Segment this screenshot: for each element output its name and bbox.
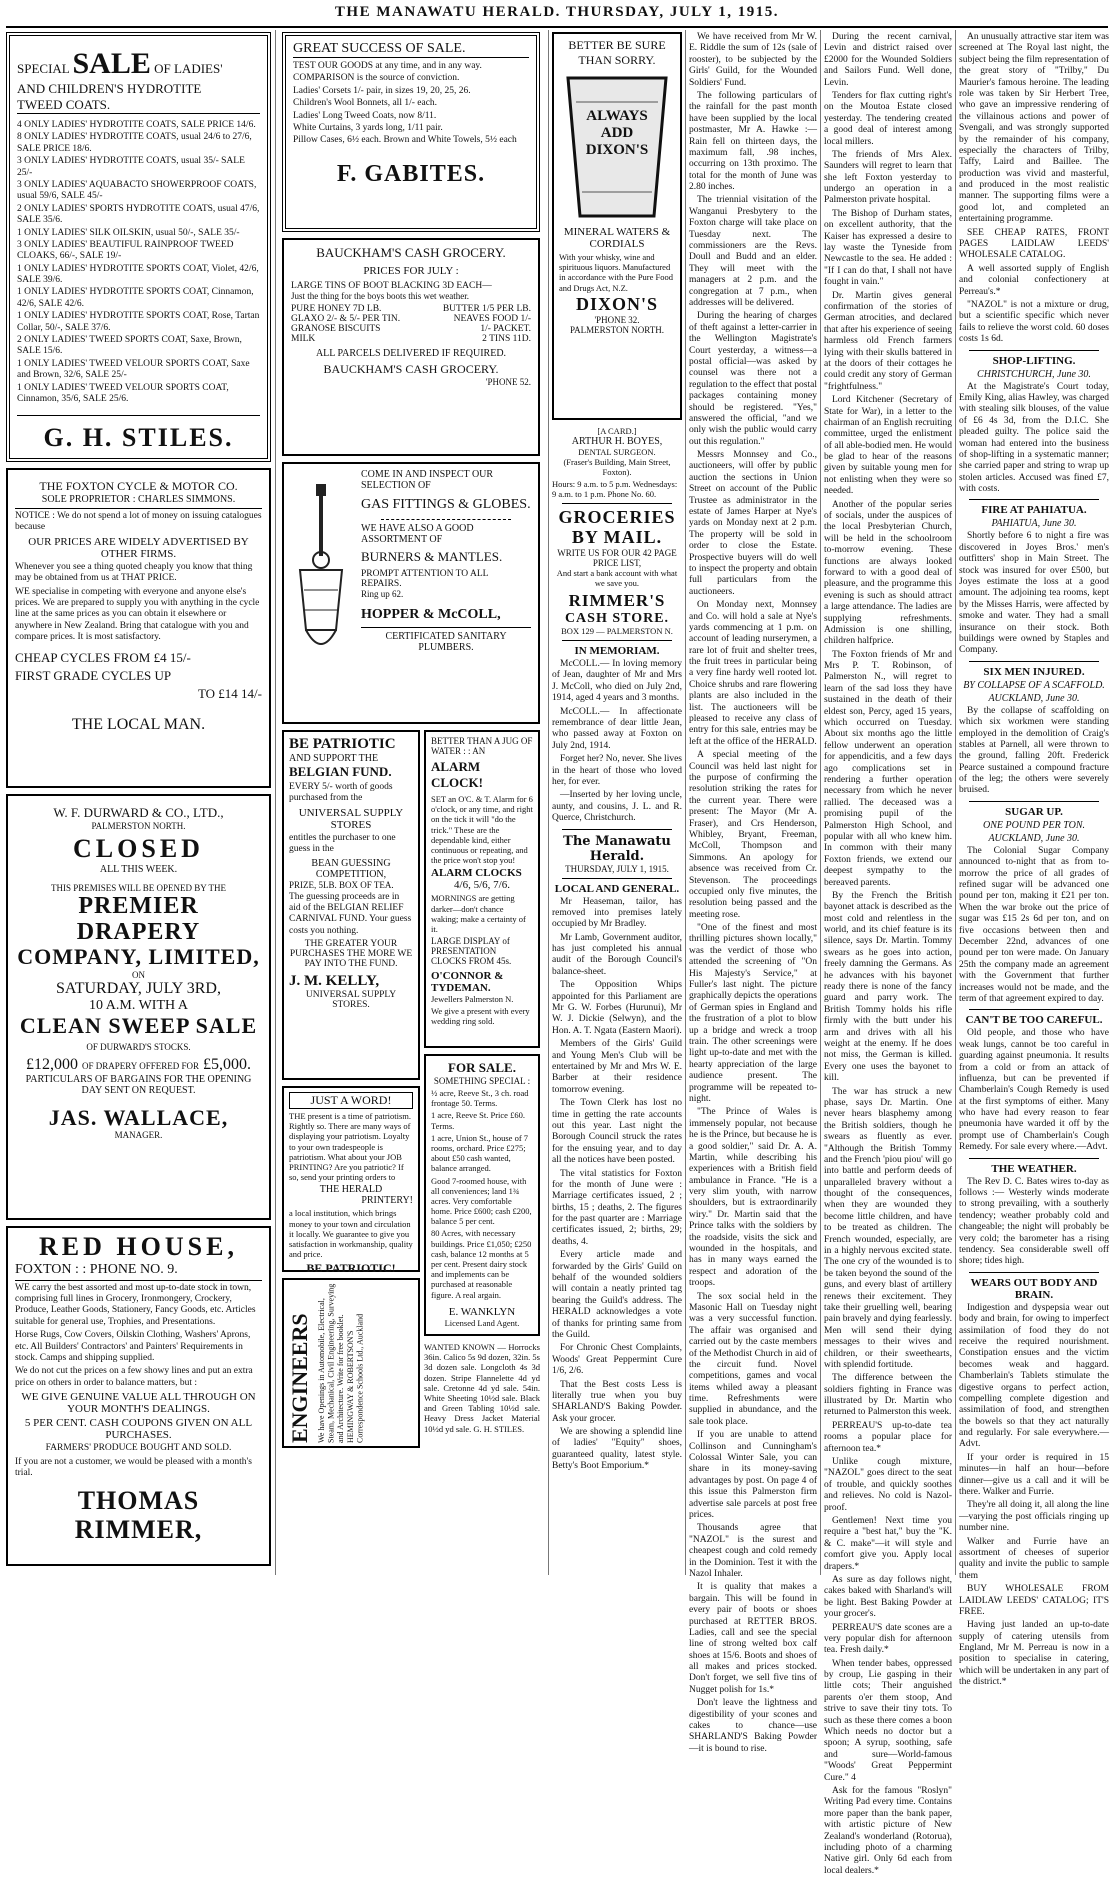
news-paragraph: During the recent carnival, Levin and district raised over £2000 for the Wounded Soldiers and Sailors Fund. Well done, Levin.	[824, 32, 952, 88]
news-paragraph: For Chronic Chest Complaints, Woods' Great Peppermint Cure 1/6, 2/6.	[552, 1343, 682, 1377]
sale-listing: 80 Acres, with necessary buildings. Price £1,050; £250 cash, balance 12 months at 5 per cent. Present dairy stock and implements can be purchased at reasonable figure. A real argain.	[431, 1228, 532, 1300]
redhouse-genuine: WE GIVE GENUINE VALUE ALL THROUGH ON YOUR MONTH'S DEALINGS.	[21, 1391, 256, 1416]
redhouse-p2: Horse Rugs, Cow Covers, Oilskin Clothing, Washers' Aprons, etc. All Builders' Contractors' and Painters' Requirements in stock. Camps and shipping supplied.	[15, 1330, 251, 1363]
price-row	[291, 314, 531, 324]
word-be-patriotic: BE PATRIOTIC!	[306, 1261, 396, 1276]
boyes-name: ARTHUR H. BOYES,	[571, 436, 663, 447]
hopper-burners: BURNERS & MANTLES.	[361, 549, 503, 564]
patriotic-entitles: entitles the purchaser to one guess in the	[289, 832, 396, 855]
sale-items	[431, 1088, 533, 1300]
walker-cheeses: Walker and Furrie have an assortment of cheeses of superior quality and invite the public to sample them	[959, 1536, 1109, 1581]
glass-text: ALWAYS ADD DIXON'S	[585, 108, 649, 158]
boyes-card: [A CARD.]	[597, 426, 637, 436]
column-divider	[548, 30, 549, 1575]
shop-title: SHOP-LIFTING.	[992, 354, 1076, 367]
news-paragraph: "One of the finest and most thrilling pictures shown locally," was the verdict of those who attended the screening of "On His Majesty's Service," at Fuller's last night. The picture graphically depicts the operations of German spies in England and the frustration of a plot to blow up a bridge and wreck a troop train. The other screenings were light up-to-date and met with the hearty appreciation of the large audience present. The programme will be repeated to-night.	[689, 923, 817, 1104]
column-5	[824, 32, 952, 1876]
patriotic-fund: BELGIAN FUND.	[289, 764, 392, 779]
news-paragraph: Mr Lamb, Government auditor, has just completed his annual audit of the Borough Council's balance-sheet.	[552, 932, 682, 977]
sale-item: 1 ONLY LADIES' HYDROTITE SPORTS COAT, Rose, Tartan Collar, 50/-, SALE 37/6.	[17, 311, 260, 333]
patriotic-support: AND SUPPORT THE	[289, 753, 379, 764]
alarm-jewellers: Jewellers Palmerston N.	[431, 994, 514, 1005]
alarm-firm: O'CONNOR & TYDEMAN.	[431, 970, 504, 995]
redhouse-p3: We do not cut the prices on a few showy lines and put an extra price on others in order to balance matters, but :	[15, 1366, 253, 1388]
news-paragraph: The Opposition Whips appointed for this Parliament are Mr G. W. Forbes (Hurunui), Mr W. J. Dickie (Selwyn), and the Hon. A. T. Ngata (Eastern Maori).	[552, 980, 682, 1036]
news-paragraph: The friends of Mrs Alex. Saunders will regret to learn that she left Foxton yesterday to undergo an operation in a Palmerston private hospital.	[824, 149, 952, 206]
column-divider	[685, 30, 686, 1575]
news-paragraph: The Town Clerk has lost no time in getting the rate accounts out this year. Last night the Borough Council struck the rates for the ensuing year, and to day all the notices have been posted.	[552, 1098, 682, 1166]
foxton-to: TO £14 14/-	[197, 685, 262, 701]
price-row	[291, 324, 531, 334]
hopper-mccoll-ad	[282, 462, 540, 724]
column-2-right	[424, 730, 540, 1454]
herald-title: The Manawatu Herald.	[563, 833, 671, 864]
durward-manager: MANAGER.	[114, 1129, 163, 1140]
durward-ad	[6, 794, 271, 1220]
patriotic-greater: THE GREATER YOUR PURCHASES THE MORE WE PAY INTO THE FUND.	[289, 939, 413, 970]
gabites-line: Children's Wool Bonnets, all 1/- each.	[293, 98, 438, 109]
sale-item: 2 ONLY LADIES' TWEED SPORTS COAT, Saxe, Brown, SALE 15/6.	[17, 335, 242, 357]
durward-amount: £12,000 OF DRAPERY OFFERED FOR £5,000.	[26, 1055, 251, 1073]
redhouse-signature: THOMAS RIMMER,	[74, 1486, 203, 1544]
news-paragraph: Ask for the famous "Roslyn" Writing Pad every time. Contains more paper than the bank paper, with artistic picture of New Zealand's wonderland (Rotorua), including photo of a charming Native girl. Only 6d each from local dealers.*	[824, 1785, 952, 1876]
news-paragraph: We have received from Mr W. E. Riddle the sum of 12s (sale of rooster), to be subjected by the Girls' Guild, for the Wounded Soldiers' Fund.	[689, 32, 817, 88]
foxton-whenever: Whenever you see a thing quoted cheaply you know that thing may be obtained from us at THAT PRICE.	[15, 561, 253, 584]
column-3	[552, 32, 682, 1572]
wanted-known: WANTED KNOWN — Horrocks 36in. Calico 5s 9d dozen, 32in. 5s 3d dozen sale. Longcloth 4s 3d dozen. Stripe Flannelette 4d yd sale. Cretonne 4d yd sale. 54in. White Sheeting 10½d sale. Black and Green Tabling 10½d sale. Heavy Dress Jacket Material 10½d yd sale. G. H. STILES.	[424, 1342, 540, 1434]
buy-wholesale: BUY WHOLESALE FROM LAIDLAW LEEDS' CATALOG; IT'S FREE.	[959, 1584, 1109, 1617]
rimmer-store: CASH STORE.	[564, 610, 670, 626]
durward-stocks: OF DURWARD'S STOCKS.	[86, 1041, 191, 1052]
foxton-cheap: CHEAP CYCLES FROM £4 15/-	[15, 649, 191, 665]
alarm-present: We give a present with every wedding ring sold.	[431, 1006, 530, 1027]
column-6	[959, 32, 1109, 1688]
confectionery: A well assorted supply of English and colonial confectionery at Perreau's.*	[959, 263, 1109, 297]
durward-wallace: JAS. WALLACE,	[48, 1104, 229, 1130]
news-paragraph: Mr Heaseman, tailor, has removed into premises lately occupied by Mr Bradley.	[552, 896, 682, 930]
patriotic-ad	[282, 730, 420, 1080]
stiles-sub: AND CHILDREN'S HYDROTITE	[17, 81, 202, 96]
gas-fitting-icon	[290, 480, 352, 660]
dixon-name: DIXON'S	[575, 293, 658, 314]
memoriam	[552, 645, 682, 824]
news-paragraph: The triennial visitation of the Wanganui Presbytery to the Foxton charge will take place on Tuesday next. The commissioners are the Revs. Doull and Budd and an elder. They will meet with the managers at 2 p.m. and the congregation at 7 p.m., when addresses will be delivered.	[689, 195, 817, 308]
word-local: a local institution, which brings money to your town and circulation it locally. We guarantee to give you satisfaction in workmanship, quality and price.	[289, 1208, 413, 1260]
masthead-rule	[6, 26, 1108, 28]
cheap-rates: SEE CHEAP RATES, FRONT PAGES LAIDLAW LEEDS' WHOLESALE CATALOG.	[959, 227, 1109, 261]
news-paragraph: When tender babes, oppressed by croup, Lie gasping in their little cots; Their anguished parents o'er them stoop, And strive to save their tiny tots. To such as these there comes a boon Which needs no doctor but a spoon; A syrup, soothing, safe and sure—World-famous "Woods' Great Peppermint Cure." 4	[824, 1658, 952, 1783]
boyes-hours: Hours: 9 a.m. to 5 p.m. Wednesdays: 9 a.m. to 1 p.m. Phone No. 60.	[552, 479, 678, 500]
gabites-line: Ladies' Corsets 1/- pair, in sizes 19, 20, 25, 26.	[293, 85, 471, 96]
bauckham-boot2: Just the thing for the boys boots this wet weather.	[291, 291, 469, 301]
news-paragraph: Unlike cough mixture, "NAZOL" goes direct to the seat of trouble, and quickly soothes and relieves. No cold is Nazol-proof.	[824, 1457, 952, 1513]
sale-item: 1 ONLY LADIES' SILK OILSKIN, usual 50/-, SALE 35/-	[17, 227, 240, 238]
careful-title: CAN'T BE TOO CAREFUL.	[965, 1014, 1103, 1027]
column-2-left	[282, 730, 420, 1454]
redhouse-p1: WE carry the best assorted and most up-to-date stock in town, comprising full lines in Grocery, Ironmongery, Crockery, Produce, Leather Goods, Stationery, Fancy Goods, etc. Articles suitable for general use, Trophies, and Presentations.	[15, 1282, 256, 1327]
just-a-word-ad	[282, 1086, 420, 1276]
gabites-line: TEST OUR GOODS at any time, and in any way.	[293, 61, 482, 71]
news-paragraph: Thousands agree that "NAZOL" is the surest and cheapest cough and cold remedy in the Dominion. Test it with the Nazol Inhaler.	[689, 1523, 817, 1579]
gabites-line: Ladies' Long Tweed Coats, now 8/11.	[293, 110, 437, 121]
alarm-mornings: MORNINGS are getting darker—don't chance waking; make a certainty of it.	[431, 893, 526, 934]
durward-particulars: PARTICULARS OF BARGAINS FOR THE OPENING DAY SENT ON REQUEST.	[25, 1073, 252, 1096]
memoriam-p1: McCOLL.— In loving memory of Jean, daughter of Mr and Mrs J. McColl, who died on July 2nd, 1914, aged 4 years and 3 months.	[552, 659, 682, 704]
for-sale-ad	[424, 1054, 540, 1336]
dixon-ad	[552, 32, 682, 420]
nazol: "NAZOL" is not a mixture or drug, but a scientific specific which never fails to relieve the worst cold. 60 doses costs 1s 6d.	[959, 299, 1109, 345]
foxton-prices: OUR PRICES ARE WIDELY ADVERTISED BY OTHER FIRMS.	[28, 535, 249, 560]
news-paragraph: The Bishop of Durham states, on excellent authority, that the Kaiser has expressed a desire to lay waste the Tyneside from Newcastle to the sea. He added : "If I can do that, I shall not have fought in vain."	[824, 208, 952, 288]
sugar-sub: ONE POUND PER TON.	[982, 819, 1086, 831]
local-general	[552, 883, 682, 1473]
news-paragraph: On Monday next, Monnsey and Co. will hold a sale at Nye's yards commencing at 1 p.m. on account of leading nurserymen, a rare lot of fruit and shelter trees, the fruit trees in particular being a very fine hardy well rooted lot. Choice shrubs and rare flowering plants are also included in the list. The auctioneers will be pleased to receive any class of entry for this sale, entries may be left at the office of the HERALD.	[689, 600, 817, 747]
news-paragraph: During the hearing of charges of theft against a letter-carrier in the Wellington Magistrate's Court yesterday, a witness—a postal official—was asked by counsel was there not a regulation to the effect that postal packages containing money should be registered. "Yes," answered the official, "and we only wish the public would carry out this regulation."	[689, 311, 817, 447]
news-paragraph: That the Best costs Less is literally true when you buy SHARLAND'S Baking Powder. Ask your grocer.	[552, 1379, 682, 1424]
foxton-first: FIRST GRADE CYCLES UP	[15, 667, 172, 683]
hopper-prompt: PROMPT ATTENTION TO ALL REPAIRS.	[361, 569, 489, 589]
fire-title: FIRE AT PAHIATUA.	[981, 504, 1087, 517]
weather-title: THE WEATHER.	[991, 1162, 1077, 1175]
news-paragraph: Every article made and forwarded by the Girls' Guild on behalf of the wounded soldiers will contain a neatly printed tag bearing the Guild's address. The HERALD acknowledges a vote of thanks for printing same from the Guild.	[552, 1250, 682, 1340]
news-paragraph: "The Prince of Wales is immensely popular, not because he is the Prince, but because he is a good soldier," said Dr. A. A. Martin, while describing his experiences with a British field ambulance in France. "He is a very slim youth, with narrow shoulders, but is extraordinarily wiry." Dr. Martin said that the Prince talks with the soldiers by the roadside, visits the sick and wounded in the hospitals, and has in many ways earned the respect and adoration of the troops.	[689, 1107, 817, 1289]
fire-place: PAHIATUA, June 30.	[991, 518, 1077, 530]
column-4	[689, 32, 817, 1754]
news-paragraph: Another of the popular series of socials, under the auspices of the local Presbyterian Church, will be held in the schoolroom to-morrow evening. These functions are always looked forward to with a good deal of pleasure, and the programme this evening is such as should attract a large attendance. The ladies are supplying refreshments. Admission is one shilling, children halfprice.	[824, 499, 952, 647]
price-item: BUTTER 1/5 PER LB.	[442, 304, 531, 314]
foxton-title: THE FOXTON CYCLE & MOTOR CO.	[39, 479, 238, 493]
news-paragraph: Members of the Girls' Guild and Young Men's Club will be entertained by Mr and Mrs W. E. Barber at their residence tomorrow evening.	[552, 1039, 682, 1095]
sale-item: 2 ONLY LADIES' SPORTS HYDROTITE COATS, usual 47/6, SALE 35/6.	[17, 203, 260, 226]
patriotic-every: EVERY 5/- worth of goods purchased from the	[289, 782, 393, 804]
word-printery: PRINTERY!	[361, 1195, 413, 1207]
redhouse-coupons: 5 PER CENT. CASH COUPONS GIVEN ON ALL PURCHASES.	[24, 1417, 253, 1442]
fire-body: Shortly before 6 to night a fire was discovered in Joyes Bros.' men's outfitters' shop in Main Street. The stock was insured for over £500, but Joyes estimate the loss at a good amount. The adjoining tea rooms, kept by the Misses Harris, were affected by smoke and water. They had a small insurance on their stock. Both buildings were owned by Staples and Company.	[959, 531, 1109, 656]
news-paragraph: As sure as day follows night, cakes baked with Sharland's will be light. Best Baking Powder at your grocer's.	[824, 1574, 952, 1620]
walker-order: If your order is required in 15 minutes—in half an hour—before dinner—give us a call and it will be there. Walker and Furrie.	[959, 1452, 1109, 1498]
column-divider	[820, 30, 821, 1575]
walker-rhyme: They're all doing it, all along the line—varying the post officials ringing up number nine.	[959, 1500, 1109, 1534]
alarm-clock-ad	[424, 730, 540, 1048]
grocery-write: WRITE US FOR OUR 42 PAGE PRICE LIST,	[557, 547, 677, 568]
gabites-line: White Curtains, 3 yards long, 1/11 pair.	[293, 122, 443, 133]
news-paragraph: PERREAU'S date scones are a very popular dish for afternoon tea. Fresh daily.*	[824, 1622, 952, 1656]
news-paragraph: The war has struck a new phase, says Dr. Martin. One never hears blasphemy among the British soldiers, though he swears as fluently as ever. "Although the British Tommy and the French 'piou piou' will go into battle and perform deeds of unparalleled bravery without a thought of the consequences, when they are wounded they become little children, and have to be treated as children. The French wounded, especially, are in a highly nervous excited state. The one cry of the wounded is to be taken beyond the sound of the guns, and every blast of artillery renews their excitement. They take their gruelling well, bearing pain bravely and dying fearlessly. Men will send their dying messages to their wives and children, or their sweethearts, with splendid fortitude.	[824, 1086, 952, 1370]
six-body: By the collapse of scaffolding on which six workmen were standing employed in the demolition of Craig's stables at Parnell, all were thrown to the ground, falling 20ft. Frederick Pearce sustained a compound fracture of the leg; the others were severely bruised.	[959, 705, 1109, 796]
news-paragraph: By the French the British bayonet attack is described as the most cold and relentless in the world, and its chief feature is its silence, says Dr. Martin. Tommy swears as he goes into action, freely damning the Germans. As he advances with his bayonet ready there is none of the fancy guard and parry work. The British Tommy holds his rifle firmly with the butt under his arm and drives with all his weight at the enemy. If he does not miss, the German is killed. Every one uses the bayonet to kill.	[824, 890, 952, 1084]
sale-title: FOR SALE.	[448, 1060, 516, 1075]
word-title: JUST A WORD!	[289, 1092, 413, 1109]
durward-date: SATURDAY, JULY 3RD,	[56, 979, 221, 997]
word-body: THE present is a time of patriotism. Rightly so. There are many ways of displaying your patriotism. Loyalty to your own tradespeople is patriotism. What about your JOB PRINTING? Are you patriotic? If so, send your printing orders to	[289, 1111, 412, 1183]
sale-listing: Good 7-roomed house, with all conveniences; land 1¾ acres. Very comfortable home. Price £600; cash £200, balance 5 per cent.	[431, 1175, 532, 1227]
sale-item: 8 ONLY LADIES' HYDROTITE COATS, usual 24/6 to 27/6, SALE PRICE 18/6.	[17, 132, 252, 154]
news-paragraph: Don't leave the lightness and digestibility of your scones and cakes to chance—use SHARLAND'S Baking Powder—it is bound to rise.	[689, 1698, 817, 1754]
alarm-clocks: ALARM CLOCKS	[431, 867, 522, 880]
news-paragraph: The vital statistics for Foxton for the month of June were : Marriage certificates issued, 2 ; births, 15 ; deaths, 2. The figures for the past quarter are : Marriage certificates issued, 2; births, 29; deaths, 4.	[552, 1168, 682, 1247]
sale-agent: Licensed Land Agent.	[444, 1317, 520, 1328]
worn-title: WEARS OUT BODY AND BRAIN.	[970, 1276, 1098, 1301]
gabites-ad	[282, 32, 540, 232]
durward-opened: THIS PREMISES WILL BE OPENED BY THE	[50, 882, 226, 893]
news-paragraph: The following particulars of the rainfall for the past month have been supplied by the local postmaster, Mr A. Hawke :—Rain fell on thirteen days, the maximum fall, .98 inches, occurring on 13th proximo. The total for the month of June was 2.80 inches.	[689, 90, 817, 193]
news-paragraph: The Foxton friends of Mr and Mrs P. T. Robinson, of Palmerston N., will regret to learn of the sad loss they have sustained in the death of their eldest son, Percy, aged 15 years, which occurred on Tuesday. About six months ago the little fellow underwent an operation for appendicitis, and a few days ago complications set in rendering a further operation necessary from which he never rallied. The deceased was a promising pupil of the Palmerston High School, and popular with all who knew him. In common with their many Foxton friends, we extend our deepest sympathy to the bereaved parents.	[824, 649, 952, 888]
worn-body: Indigestion and dyspepsia wear out body and brain, for owing to imperfect assimilation of food they do not receive the required nourishment. Constipation ensues and the victim becomes weak and haggard. Chamberlain's Tablets stimulate the digestive organs to perfect action, compelling complete digestion and assimilation of food, and strengthen the bowels so that they act naturally and regularly. For sale everywhere.—Advt.	[959, 1302, 1109, 1450]
foxton-cycle-ad	[6, 468, 271, 788]
alarm-large: LARGE DISPLAY of PRESENTATION CLOCKS FROM 45s.	[431, 936, 512, 967]
sugar-title: SUGAR UP.	[1005, 805, 1063, 818]
hopper-ring: Ring up 62.	[361, 589, 404, 599]
news-paragraph: The sox social held in the Masonic Hall on Tuesday night was a very successful function. The affair was organised and carried out by the caste members of the Methodist Church in aid of the circuit fund. Novel competitions, games and vocal items whiled away a pleasant time. Refreshments were supplied in abundance, and the sale took place.	[689, 1291, 817, 1427]
sale-listing: 1 acre, Union St., house of 7 rooms, orchard. Price £275; about £50 cash wanted, balance arranged.	[431, 1132, 529, 1174]
news-paragraph: Lord Kitchener (Secretary of State for War), in a letter to the chairman of an English recruiting committee, urged the enlistment of all able-bodied men. He would be glad to hear of the reasons given by suitable young men for not enlisting when they were so needed.	[824, 395, 952, 497]
bauckham-phone: 'PHONE 52.	[485, 377, 531, 387]
news-paragraph: The difference between the soldiers fighting in France was illustrated by Dr. Martin who returned to Palmerston this week.	[824, 1373, 952, 1418]
alarm-better: BETTER THAN A JUG OF WATER : : AN	[431, 736, 533, 756]
price-item: 2 TINS 11D.	[482, 334, 531, 344]
patriotic-title: BE PATRIOTIC	[289, 736, 396, 752]
boyes-role: DENTAL SURGEON.	[578, 447, 656, 457]
stiles-ad	[6, 32, 271, 462]
foxton-special: WE specialise in competing with everyone and anyone else's prices. We are prepared to supply you with anything in the cycle line at the same prices as you can obtain it elsewhere or anywhere in New Zealand. Bring that catalogue with you and compare prices. It is most satisfactory.	[15, 586, 260, 643]
redhouse-title: RED HOUSE,	[39, 1232, 238, 1261]
durward-on: ON	[132, 969, 145, 980]
boyes-addr: (Fraser's Building, Main Street, Foxton).	[563, 457, 671, 477]
alarm-set: SET an O'C. & T. Alarm for 6 o'clock, or any time, and right on the tick it will "do the trick." These are the dependable kind, either continuous or repeating, and the price won't stop you!	[431, 794, 533, 866]
news-paragraph: We are showing a splendid line of ladies' "Equity" shoes, guaranteed quality, latest style. Betty's Boot Emporium.*	[552, 1427, 682, 1472]
sale-listing: 1 acre, Reeve St. Price £60. Terms.	[431, 1110, 525, 1131]
six-sub: BY COLLAPSE OF A SCAFFOLD.	[963, 679, 1105, 691]
stiles-items	[17, 120, 260, 405]
price-row	[291, 334, 531, 344]
weather-body: The Rev D. C. Bates wires to-day as follows :— Westerly winds moderate to strong prevailing, with a southerly tendency; weather probably cold and changeable; the night will probably be very cold; the barometer has a rising tendency. Sea considerable swell off shore; tides high.	[959, 1176, 1109, 1267]
patriotic-prize: PRIZE, 5LB. BOX OF TEA.	[289, 879, 394, 890]
stiles-headline: SPECIAL SALE OF LADIES'	[17, 47, 223, 80]
news-paragraph: PERREAU'S up-to-date tea rooms a popular place for afternoon tea.*	[824, 1420, 952, 1454]
durward-place: PALMERSTON NORTH.	[91, 821, 186, 831]
sale-item: 1 ONLY LADIES' TWEED VELOUR SPORTS COAT, Cinnamon, 35/6, SALE 25/6.	[17, 382, 229, 404]
sale-item: 4 ONLY LADIES' HYDROTITE COATS, SALE PRICE 14/6.	[17, 120, 256, 130]
gabites-lines	[293, 61, 529, 147]
news-paragraph: Messrs Monnsey and Co., auctioneers, will offer by public auction the sections in Union Street on account of the Public Trustee as administrator in the estate of James Harper at Nye's yards on Monday next at 2 p.m. The property will be sold in order to close the Estate. Prospective buyers will do well to inspect the property and obtain full particulars from the auctioneers.	[689, 450, 817, 597]
engineers-body: We have Openings in Automobile, Electrical, Steam, Mechanical, Civil Engineering, Surveying and Architecture. Write for free booklet. HEMINGWAY & ROBERTSON'S Correspondence Schools Ltd., Auckland	[317, 1283, 365, 1443]
column-divider	[275, 30, 276, 1575]
sale-item: 3 ONLY LADIES' HYDROTITE COATS, usual 35/- SALE 25/-	[17, 156, 245, 178]
memoriam-p3: Forget her? No, never. She lives in the heart of those who loved her, for ever.	[552, 754, 682, 787]
bauckham-title: BAUCKHAM'S CASH GROCERY.	[316, 245, 506, 260]
price-item: GLAXO 2/- & 5/- PER TIN.	[291, 314, 401, 324]
redhouse-farmers: FARMERS' PRODUCE BOUGHT AND SOLD.	[45, 1443, 232, 1454]
stiles-sub2: TWEED COATS.	[17, 97, 260, 114]
red-house-ad	[6, 1226, 271, 1566]
column-divider	[955, 30, 956, 1575]
news-paragraph: A special meeting of the Council was held last night for the purpose of confirming the resolution striking the rates for the current year. There were present: The Mayor (Mr A. Fraser), and Crs Henderson, Whibley, Bryant, Freeman, McColl, Thompson and Simmons. An apology for absence was received from Cr. Stevenson. The proceedings occupied only five minutes, the resolution being passed and the meeting rose.	[689, 750, 817, 920]
patriotic-kelly: J. M. KELLY,	[289, 973, 380, 990]
dixon-better: BETTER BE SURE THAN SORRY.	[568, 38, 666, 67]
hopper-come: COME IN AND INSPECT OUR SELECTION OF	[361, 469, 494, 491]
memoriam-p4: —Inserted by her loving uncle, aunty, and cousins, J. L. and R. Querce, Christchurch.	[552, 790, 682, 824]
sale-listing: ½ acre, Reeve St., 3 ch. road frontage 50. Terms.	[431, 1088, 529, 1109]
grocery-start: And start a bank account with what we save you.	[556, 567, 678, 588]
bauckham-parcels: ALL PARCELS DELIVERED IF REQUIRED.	[315, 348, 507, 359]
durward-premier: PREMIER DRAPERY	[76, 892, 201, 945]
engineers-ad	[282, 1278, 420, 1448]
sale-signature: E. WANKLYN	[448, 1305, 516, 1318]
news-paragraph: If you are unable to attend Collinson and Cunningham's Colossal Winter Sale, you can share in its money-saving advantages by post. On page 4 of this issue this Palmerston firm advertise sale parcels at post free prices.	[689, 1430, 817, 1520]
six-title: SIX MEN INJURED.	[983, 665, 1085, 678]
memoriam-p2: McCOLL.— In affectionate remembrance of dear little Jean, who passed away at Foxton on July 2nd, 1914.	[552, 706, 682, 751]
column-1	[6, 32, 271, 1572]
shop-place: CHRISTCHURCH, June 30.	[977, 368, 1091, 380]
news-paragraph: Tenders for flax cutting right's on the Moutoa Estate closed yesterday. The tendering created a good deal of interest among local millers.	[824, 90, 952, 147]
price-item: 1/- PACKET.	[480, 324, 531, 334]
durward-closed: CLOSED	[73, 834, 204, 863]
sale-item: 1 ONLY LADIES' HYDROTITE SPORTS COAT, Violet, 42/6, SALE 39/6.	[17, 263, 259, 286]
price-item: GRANOSE BISCUITS	[291, 324, 381, 334]
dixon-place: PALMERSTON NORTH.	[570, 324, 664, 335]
gabites-signature: F. GABITES.	[336, 160, 486, 187]
foxton-proprietor: SOLE PROPRIETOR : CHARLES SIMMONS.	[15, 494, 262, 509]
shop-body: At the Magistrate's Court today, Emily King, alias Hawley, was charged with stealing silk blouses, of the value of £6 4s 3d, from the D.I.C. She pleaded guilty. The police said the woman had entered into the business of shop-lifting in a systematic manner; she carried paper and string to wrap up stolen articles. Accused was fined £7, with costs.	[959, 381, 1109, 495]
dixon-with: With your whisky, wine and spirituous liquors. Manufactured in accordance with the Pure Food and Drugs Act, N.Z.	[559, 252, 674, 293]
dixon-mineral: MINERAL WATERS & CORDIALS	[563, 226, 671, 250]
column-2	[282, 32, 540, 1572]
foxton-local: THE LOCAL MAN.	[71, 715, 206, 733]
trilby-para: An unusually attractive star item was screened at The Royal last night, the subject being the film representation of the great story of "Trilby," Du Maurier's famous heroine. The leading role was taken by Sir Herbert Tree, who gave an impressive rendering of the villainous actions and power of Svengali, and was strongly supported by the remainder of his company, especially the characters of Trilby, Taffy, Laird and Baillee. The production was vivid and masterful, and produced in the most realistic manner. The supporting films were a good lot, and completed an entertaining programme.	[959, 32, 1109, 225]
patriotic-guessing: The guessing proceeds are in aid of the BELGIAN RELIEF CARNIVAL FUND. Your guess costs you nothing.	[289, 891, 412, 936]
foxton-notice: NOTICE : We do not spend a lot of money on issuing catalogues because	[15, 511, 262, 533]
gabites-line: Pillow Cases, 6½ each. Brown and White Towels, 5½ each	[293, 135, 517, 146]
bauckham-rows	[291, 304, 531, 344]
sale-item: 1 ONLY LADIES' HYDROTITE SPORTS COAT, Cinnamon, 42/6, SALE 42/6.	[17, 287, 254, 309]
bauckham-signature: BAUCKHAM'S CASH GROCERY.	[323, 362, 499, 376]
grocery-title2: BY MAIL.	[571, 527, 663, 548]
durward-clean-sweep: CLEAN SWEEP SALE	[19, 1012, 258, 1038]
redhouse-phone: FOXTON : : PHONE NO. 9.	[15, 1262, 262, 1281]
alarm-prices: 4/6, 5/6, 7/6.	[454, 879, 510, 892]
hopper-also: WE HAVE ALSO A GOOD ASSORTMENT OF	[361, 523, 474, 545]
bauckham-boot: LARGE TINS OF BOOT BLACKING 3D EACH—	[291, 281, 492, 291]
careful-body: Old people, and those who have weak lungs, cannot be too careful in guarding against pneumonia. It results from a cold or from an attack of influenza, but can be prevented if Chamberlain's Cough Remedy is used at the first symptoms of either. Many who have had every reason to fear pneumonia have warded it off by the prompt use of Chamberlain's Cough Remedy. For sale every where.—Advt.	[959, 1028, 1109, 1153]
gabites-title: GREAT SUCCESS OF SALE.	[293, 41, 529, 58]
sale-item: 1 ONLY LADIES' TWEED VELOUR SPORTS COAT, Saxe and Brown, 32/6, SALE 25/-	[17, 358, 250, 381]
word-herald: THE HERALD	[319, 1184, 383, 1196]
price-item: PURE HONEY 7D LB.	[291, 304, 382, 314]
sale-special: SOMETHING SPECIAL :	[433, 1076, 531, 1086]
redhouse-customer: If you are not a customer, we would be pleased with a month's trial.	[15, 1456, 252, 1478]
herald-date: THURSDAY, JULY 1, 1915.	[565, 863, 669, 874]
hopper-firm: HOPPER & McCOLL,	[361, 607, 501, 622]
bauckham-ad	[282, 238, 540, 456]
alarm-title: ALARM CLOCK!	[431, 759, 483, 790]
price-row	[291, 304, 531, 314]
six-place: AUCKLAND, June 30.	[988, 692, 1080, 704]
memoriam-title: IN MEMORIAM.	[574, 645, 660, 658]
perreau-catering: Having just landed an up-to-date supply of catering utensils from England, Mr M. Perreau is now in a position to specialise in catering, which will be undertaken in any part of the district.*	[959, 1620, 1109, 1688]
sale-item: 3 ONLY LADIES' BEAUTIFUL RAINPROOF TWEED CLOAKS, 66/-, SALE 19/-	[17, 239, 234, 262]
rimmer-box: BOX 129 — PALMERSTON N.	[561, 626, 673, 637]
patriotic-bean: BEAN GUESSING COMPETITION,	[311, 857, 391, 880]
hopper-gas: GAS FITTINGS & GLOBES.	[361, 497, 531, 512]
stiles-signature: G. H. STILES.	[17, 415, 260, 453]
news-paragraph: Gentlemen! Next time you require a "best hat," buy the "K. & C. make"—it will style and comfort give you. Apply local drapers.*	[824, 1516, 952, 1572]
column-2-lower	[282, 730, 540, 1454]
bauckham-prices: PRICES FOR JULY :	[363, 265, 459, 277]
local-title: LOCAL AND GENERAL.	[554, 882, 680, 895]
sale-item: 3 ONLY LADIES' AQUABACTO SHOWERPROOF COATS, usual 59/6, SALE 45/-	[17, 179, 257, 202]
grocery-title1: GROCERIES	[558, 507, 676, 528]
sugar-place: AUCKLAND, June 30.	[988, 832, 1080, 844]
price-item: NEAVES FOOD 1/-	[453, 314, 531, 324]
sugar-body: The Colonial Sugar Company announced to-night that as from to-morrow the price of all grades of refined sugar will be advanced one pound per ton, making it £21 per ton. When the war broke out the price of sugar was £15 2s 6d per ton, and on five occasions between then and December 22nd, advances of one pound per ton were made. On January 25th the company made an agreement with the Government that further increases would not be made, and the term of that agreement expired to day.	[959, 845, 1109, 1004]
news-paragraph: It is quality that makes a bargain. This will be found in every pair of boots or shoes purchased at RETTER BROS. Ladies, call and see the special line of strong welted box calf shoes at 15/6. Boots and shoes of all makes and prices stocked. Don't forget, we sell five tins of Nugget polish for 1s.*	[689, 1582, 817, 1695]
dixon-phone: 'PHONE 32.	[594, 314, 640, 325]
masthead: THE MANAWATU HERALD. THURSDAY, JULY 1, 1915.	[334, 4, 780, 20]
durward-week: ALL THIS WEEK.	[99, 863, 178, 875]
gabites-line: COMPARISON is the source of conviction.	[293, 73, 460, 84]
patriotic-stores: UNIVERSAL SUPPLY STORES.	[305, 990, 397, 1011]
engineers-title: ENGINEERS	[287, 1313, 312, 1443]
price-item: MILK	[291, 334, 316, 344]
patriotic-universal: UNIVERSAL SUPPLY STORES	[298, 806, 404, 831]
hopper-cert: CERTIFICATED SANITARY PLUMBERS.	[361, 627, 531, 653]
durward-firm: W. F. DURWARD & CO., LTD.,	[53, 805, 224, 820]
durward-time: 10 A.M. WITH A	[89, 997, 188, 1013]
news-paragraph: Dr. Martin gives general confirmation of the stories of German atrocities, and declared that after his experience of seeing harmless old French farmers lying with their skulls battered in at the doors of their cottages he could credit any story of German "frightfulness."	[824, 290, 952, 392]
rimmer-name: RIMMER'S	[568, 590, 666, 610]
durward-company: COMPANY, LIMITED,	[17, 944, 260, 970]
